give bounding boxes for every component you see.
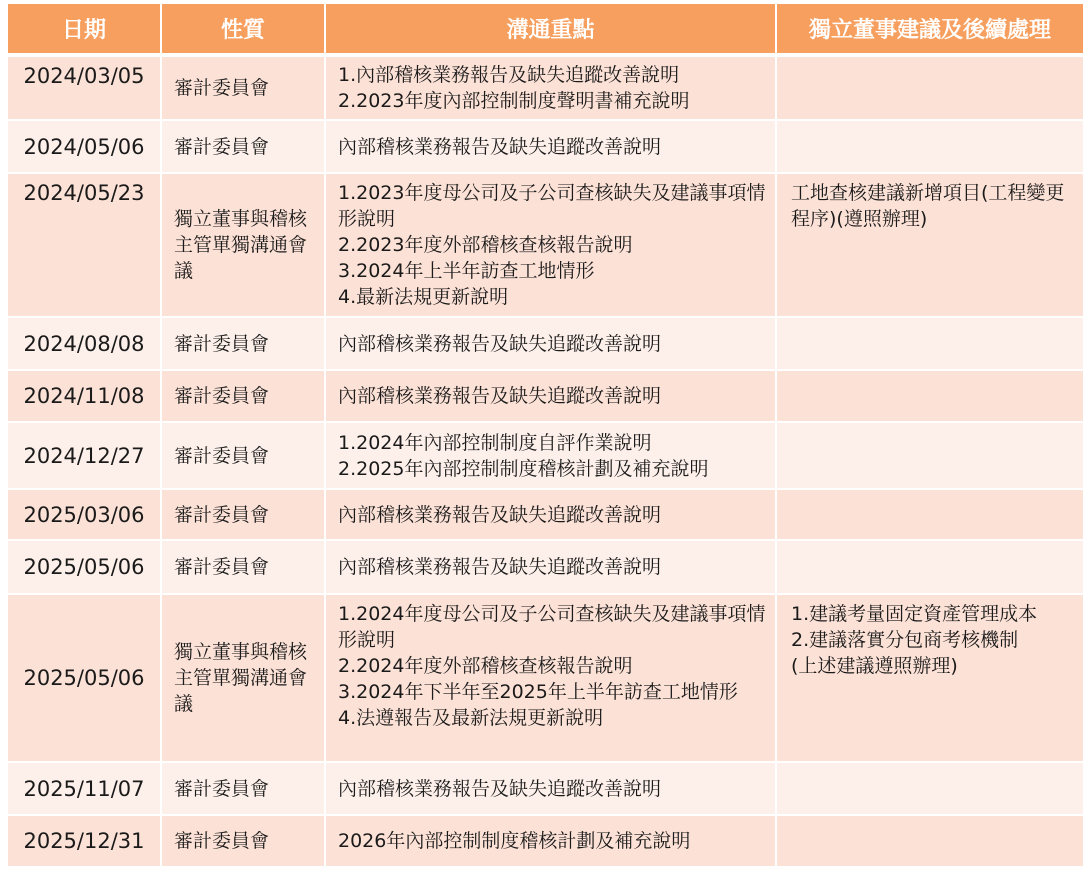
nature-cell: 審計委員會 (162, 816, 326, 868)
date-cell: 2024/08/08 (8, 318, 162, 371)
table-row (8, 816, 1083, 868)
topics-cell (326, 490, 777, 541)
date-cell: 2025/11/07 (8, 763, 162, 816)
topic-line: 2.2023年度內部控制制度聲明書補充說明 (338, 90, 690, 112)
followup-cell (777, 371, 1083, 423)
followup-cell (777, 423, 1083, 490)
topic-line: 1.2024年度母公司及子公司查核缺失及建議事項情形說明 (338, 603, 766, 651)
topic-line: 4.法遵報告及最新法規更新說明 (338, 707, 604, 729)
followup-line: 1.建議考量固定資產管理成本 (791, 603, 1038, 625)
table-row (8, 490, 1083, 541)
followup-cell (777, 174, 1083, 318)
followup-cell (777, 763, 1083, 816)
table-row (8, 371, 1083, 423)
topics-cell (326, 816, 777, 868)
followup-cell (777, 595, 1083, 763)
topics-cell (326, 595, 777, 763)
topics-cell (326, 423, 777, 490)
table-row (8, 541, 1083, 595)
audit-communication-table (8, 4, 1083, 868)
followup-line: 2.建議落實分包商考核機制 (791, 629, 1019, 651)
topic-line: 內部稽核業務報告及缺失追蹤改善說明 (338, 385, 662, 407)
followup-cell (777, 57, 1083, 121)
topic-line: 內部稽核業務報告及缺失追蹤改善說明 (338, 135, 662, 158)
nature-cell: 獨立董事與稽核主管單獨溝通會議 (162, 595, 326, 763)
topics-cell (326, 541, 777, 595)
topic-line: 4.最新法規更新說明 (338, 286, 509, 308)
nature-cell: 審計委員會 (162, 490, 326, 541)
topic-line: 2.2023年度外部稽核查核報告說明 (338, 234, 633, 256)
header-followup: 獨立董事建議及後續處理 (777, 4, 1083, 57)
topic-line: 3.2024年下半年至2025年上半年訪查工地情形 (338, 681, 738, 703)
nature-cell: 獨立董事與稽核主管單獨溝通會議 (162, 174, 326, 318)
table-row (8, 57, 1083, 121)
followup-cell (777, 541, 1083, 595)
date-cell: 2024/03/05 (8, 57, 162, 121)
table-row (8, 423, 1083, 490)
header-topics: 溝通重點 (326, 4, 777, 57)
nature-cell: 審計委員會 (162, 423, 326, 490)
followup-cell (777, 490, 1083, 541)
topic-line: 內部稽核業務報告及缺失追蹤改善說明 (338, 332, 662, 355)
topic-line: 內部稽核業務報告及缺失追蹤改善說明 (338, 556, 662, 578)
table-row (8, 174, 1083, 318)
followup-cell (777, 816, 1083, 868)
table-row (8, 595, 1083, 763)
followup-cell (777, 121, 1083, 174)
followup-line: 工地查核建議新增項目(工程變更程序)(遵照辦理) (791, 182, 1065, 230)
topics-cell (326, 174, 777, 318)
date-cell: 2024/05/06 (8, 121, 162, 174)
header-nature: 性質 (162, 4, 326, 57)
table-row (8, 763, 1083, 816)
topic-line: 2.2025年內部控制制度稽核計劃及補充說明 (338, 457, 709, 480)
topic-line: 2.2024年度外部稽核查核報告說明 (338, 655, 633, 677)
topic-line: 1.2023年度母公司及子公司查核缺失及建議事項情形說明 (338, 182, 766, 230)
followup-cell (777, 318, 1083, 371)
nature-cell: 審計委員會 (162, 121, 326, 174)
topic-line: 3.2024年上半年訪查工地情形 (338, 260, 595, 282)
nature-cell: 審計委員會 (162, 763, 326, 816)
nature-cell: 審計委員會 (162, 371, 326, 423)
topics-cell (326, 763, 777, 816)
date-cell: 2025/05/06 (8, 541, 162, 595)
topic-line: 2026年內部控制制度稽核計劃及補充說明 (338, 830, 691, 852)
table-row (8, 318, 1083, 371)
topics-cell (326, 318, 777, 371)
topics-cell (326, 371, 777, 423)
topic-line: 1.2024年內部控制制度自評作業說明 (338, 431, 652, 454)
topic-line: 內部稽核業務報告及缺失追蹤改善說明 (338, 503, 662, 526)
followup-line: (上述建議遵照辦理) (791, 655, 958, 677)
date-cell: 2024/11/08 (8, 371, 162, 423)
header-row (8, 4, 1083, 57)
header-date: 日期 (8, 4, 162, 57)
date-cell: 2025/03/06 (8, 490, 162, 541)
topics-cell (326, 121, 777, 174)
nature-cell: 審計委員會 (162, 57, 326, 121)
date-cell: 2024/05/23 (8, 174, 162, 318)
table-row (8, 121, 1083, 174)
topic-line: 1.內部稽核業務報告及缺失追蹤改善說明 (338, 64, 680, 86)
nature-cell: 審計委員會 (162, 318, 326, 371)
date-cell: 2024/12/27 (8, 423, 162, 490)
nature-cell: 審計委員會 (162, 541, 326, 595)
topic-line: 內部稽核業務報告及缺失追蹤改善說明 (338, 777, 662, 800)
date-cell: 2025/12/31 (8, 816, 162, 868)
date-cell: 2025/05/06 (8, 595, 162, 763)
topics-cell (326, 57, 777, 121)
